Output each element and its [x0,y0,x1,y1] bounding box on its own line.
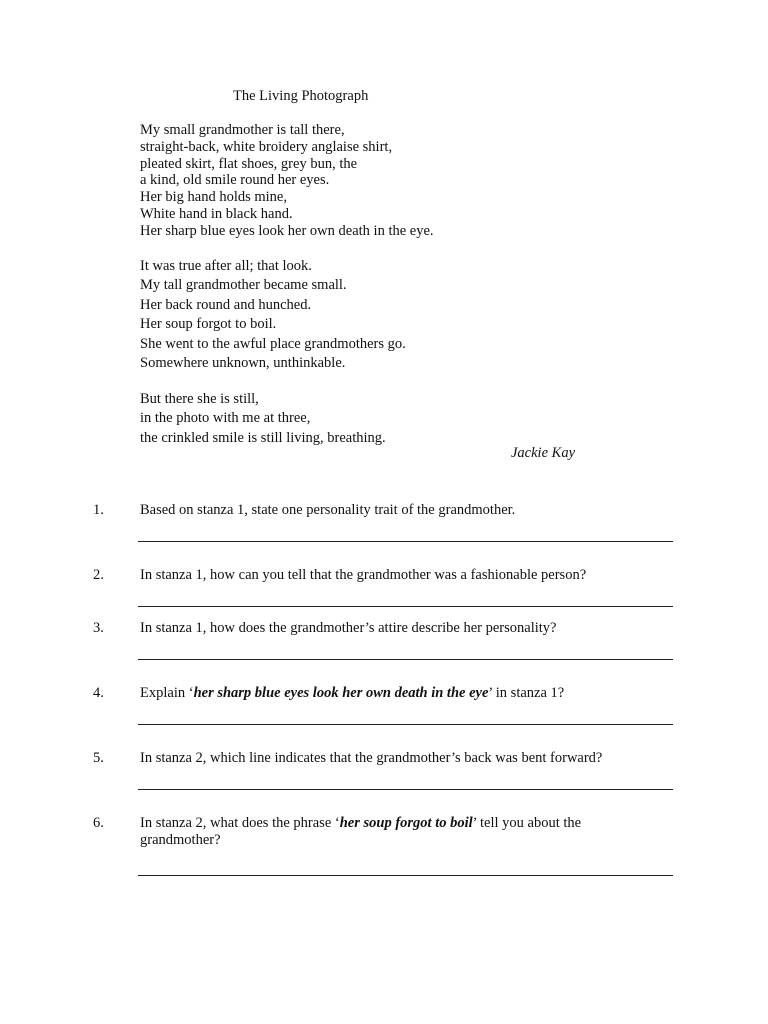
question-text-after: ’ in stanza 1? [488,685,565,701]
poem-line: She went to the awful place grandmothers go. [140,335,406,352]
question-number: 4. [93,685,104,701]
poem-line: My small grandmother is tall there, [140,122,345,138]
question-text-before: Explain ‘ [140,685,194,701]
poem-line: Her soup forgot to boil. [140,316,277,333]
poem-author: Jackie Kay [511,445,576,461]
poem-line: Somewhere unknown, unthinkable. [140,354,346,371]
poem-line: Her back round and hunched. [140,296,312,313]
question-number: 5. [93,750,104,766]
quoted-phrase: her sharp blue eyes look her own death in the eye [193,685,489,701]
answer-line-3[interactable] [138,659,673,660]
poem-line: But there she is still, [140,391,259,407]
question-text-after: ’ tell you about the grandmother? [140,815,582,848]
stanza-3 [140,390,386,448]
question-text-before: In stanza 2, what does the phrase ‘ [140,815,340,831]
question-text [140,815,620,849]
poem-line: the crinkled smile is still living, breathing. [140,429,386,446]
answer-line-1[interactable] [138,541,673,542]
question-text [140,685,640,702]
question-number: 1. [93,502,104,518]
poem-line: pleated skirt, flat shoes, grey bun, the [140,155,358,172]
question-text: In stanza 1, how does the grandmother’s attire describe her personality? [140,620,557,636]
poem-line: a kind, old smile round her eyes. [140,172,330,189]
stanza-2 [140,257,406,373]
question-number: 6. [93,815,104,831]
poem-line: White hand in black hand. [140,205,293,222]
poem-line: Her big hand holds mine, [140,189,287,206]
answer-line-2[interactable] [138,606,673,607]
poem-line: straight-back, white broidery anglaise shirt, [140,138,393,155]
poem-line: in the photo with me at three, [140,410,311,427]
question-number: 2. [93,567,104,583]
poem-line: It was true after all; that look. [140,258,312,274]
answer-line-5[interactable] [138,789,673,790]
poem-title: The Living Photograph [233,88,369,104]
quoted-phrase: her soup forgot to boil [339,815,473,831]
poem-line: Her sharp blue eyes look her own death in the eye. [140,222,434,239]
answer-line-6[interactable] [138,875,673,876]
stanza-1 [140,122,434,240]
question-text: In stanza 2, which line indicates that the grandmother’s back was bent forward? [140,750,603,766]
question-number: 3. [93,620,104,636]
question-text: In stanza 1, how can you tell that the grandmother was a fashionable person? [140,567,587,583]
answer-line-4[interactable] [138,724,673,725]
question-text: Based on stanza 1, state one personality trait of the grandmother. [140,502,516,518]
poem-line: My tall grandmother became small. [140,277,347,294]
